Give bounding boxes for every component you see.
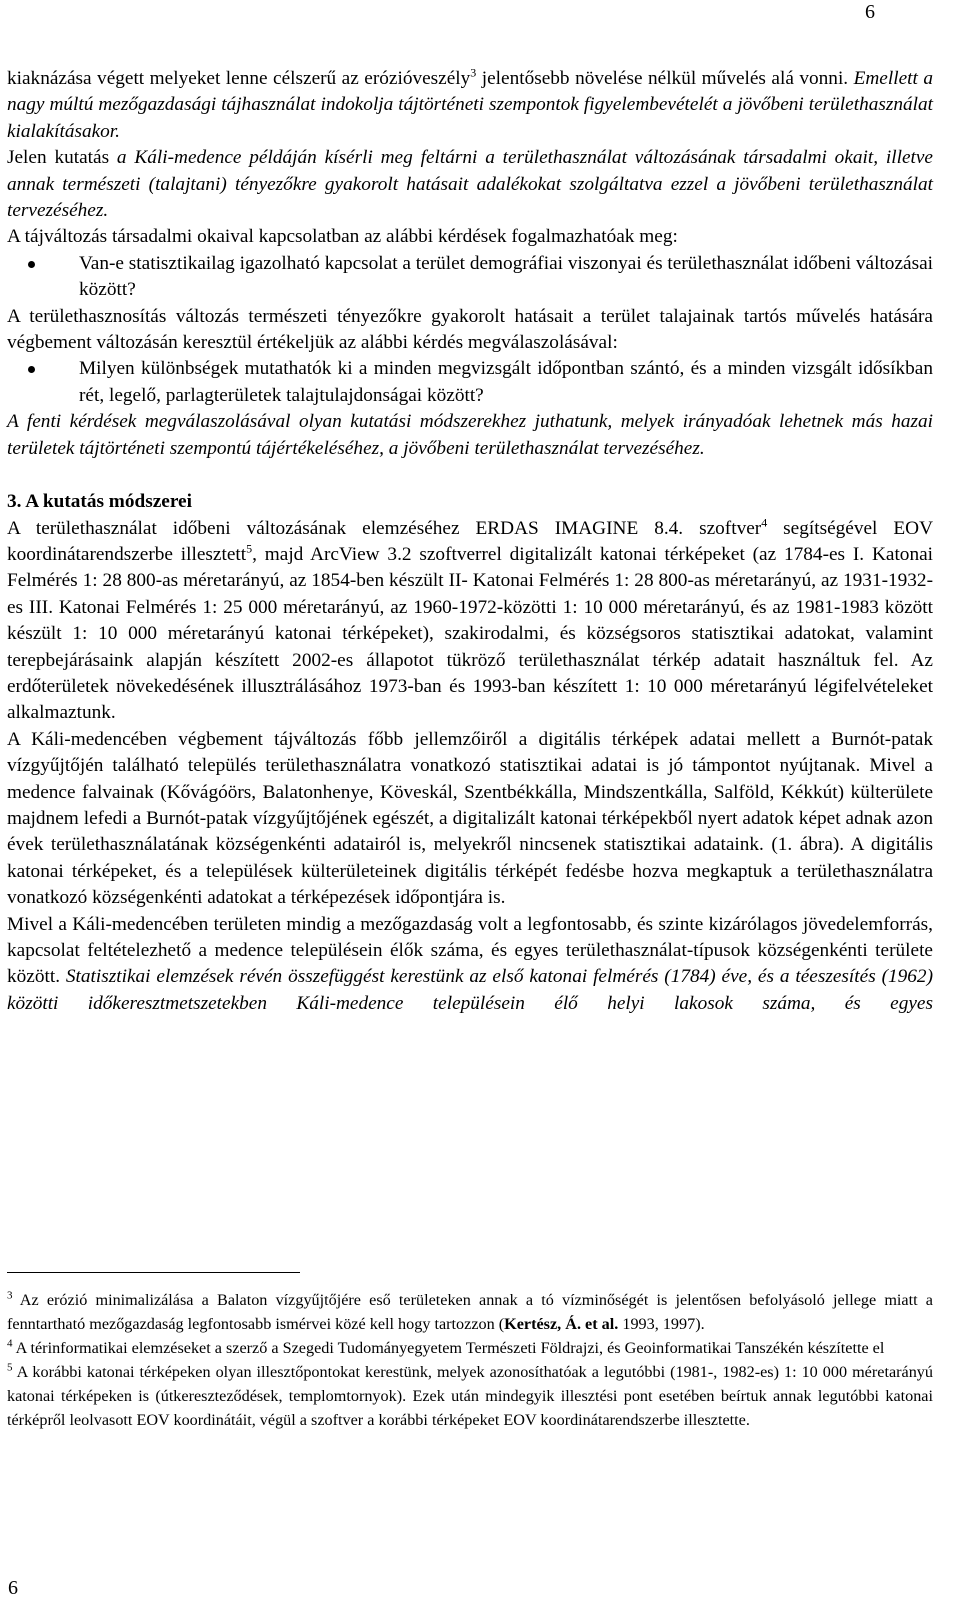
footnote-ref-5[interactable]: 5 <box>246 541 253 556</box>
paragraph-4: A területhasznosítás változás természeti tényezőkre gyakorolt hatásait a terület talajainak tartós művelés hatására végbement változásán keresztül értékeljük az alábbi kérdés megválaszolásával: <box>7 305 933 354</box>
page-number-top: 6 <box>865 1 875 23</box>
footnote-3: $^3$ Az erózió minimalizálása a Balaton vízgyűjtőjére eső területeken annak a tó vízminőségét is jelentősen befolyásoló jellege miatt a fenntartható mezőgazdaság legfontosabb ismérvei közé kell hogy tartozzon (Kertész, Á. et al. 1993, 1997). <box>7 1289 933 1333</box>
paragraph-5: A fenti kérdések megválaszolásával olyan kutatási módszerekhez juthatunk, melyek irányadóak lehetnek más hazai területek tájtörténeti szempontú tájértékeléséhez, a jövőbeni területhasználat tervezéséhez. <box>7 411 933 459</box>
bullet-list-1 <box>7 251 933 304</box>
footnote-5: $^5$ A korábbi katonai térképeken olyan illesztőpontokat kerestünk, melyek azonosíthatóak a legutóbbi (1981-, 1982-es) 1: 10 000 méretarányú katonai térképeken is (útkereszteződések, templomtornyok). Ezek után mindegyik illesztési pont esetében beírtuk annak legutóbbi katonai térképről leolvasott EOV koordinátáit, végül a szoftver a korábbi térképeket EOV koordinátarendszerbe illesztette. <box>7 1361 933 1429</box>
page-number-bottom: 6 <box>8 1577 18 1599</box>
paragraph-8: Mivel a Káli-medencében területen mindig a mezőgazdaság volt a legfontosabb, és szinte kizárólagos jövedelemforrás, kapcsolat feltételezhető a medence településein élők száma, és egyes területhasználat-típusok községenkénti területe között. Statisztikai elemzések révén összefüggést kerestünk az első katonai felmérés (1784) éve, és a téeszesítés (1962) közötti időkeresztmetszetekben Káli-medence településein élő helyi lakosok száma, és egyes <box>7 913 933 1014</box>
bullet-item-2: Milyen különbségek mutathatók ki a minden megvizsgált időpontban szántó, és a minden vizsgált idősíkban rét, legelő, parlagterületek talajtulajdonságai között? <box>7 356 933 409</box>
body-text <box>7 66 933 1017</box>
paragraph-6: A területhasználat időbeni változásának elemzéséhez ERDAS IMAGINE 8.4. szoftver$^4$ segítségével EOV koordinátarendszerbe illesztett$^5$, majd ArcView 3.2 szoftverrel digitalizált katonai térképeket (az 1784-es I. Katonai Felmérés 1: 28 800-as méretarányú, az 1854-ben készült II- Katonai Felmérés 1: 28 800-as méretarányú, az 1931-1932-es III. Katonai Felmérés 1: 25 000 méretarányú, az 1960-1972-közötti 1: 10 000 méretarányú, és az 1981-1983 között készült 1: 10 000 méretarányú katonai térképeket), szakirodalmi, és községsoros statisztikai adatokat, valamint terepbejárásaink alapján készített 2002-es állapotot tükröző területhasználat térkép adatait használtuk fel. Az erdőterületek növekedésének illusztrálásához 1973-ban és 1993-ban készített 1: 10 000 méretarányú légifelvételeket alkalmaztunk. <box>7 515 934 724</box>
bullet-list-2 <box>7 356 933 409</box>
section-heading: 3. A kutatás módszerei <box>7 491 192 513</box>
paragraph-1: kiaknázása végett melyeket lenne célszerű az erózióveszély$^3$ jelentősebb növelése nélkül művelés alá vonni. Emellett a nagy múltú mezőgazdasági tájhasználat indokolja tájtörténeti szempontok figyelembevételét a jövőbeni területhasználat kialakításakor. <box>7 65 933 142</box>
footnote-4: $^4$ A térinformatikai elemzéseket a szerző a Szegedi Tudományegyetem Természeti Földrajzi, és Geoinformatikai Tanszékén készítette el <box>7 1337 885 1357</box>
footnote-divider <box>7 1272 300 1273</box>
paragraph-7: A Káli-medencében végbement tájváltozás főbb jellemzőiről a digitális térképek adatai mellett a Burnót-patak vízgyűjtőjén található település területhasználatra vonatkozó statisztikai adatai is jó támpontot nyújtanak. Mivel a medence falvainak (Kővágóörs, Balatonhenye, Köveskál, Szentbékkálla, Mindszentkálla, Salföld, Kékkút) külterülete majdnem lefedi a Burnót-patak vízgyűjtőjének egészét, a digitalizált katonai térképekből nyert adatok képet adnak azon évek területhasználatának községenkénti adatairól is, melyekről nincsenek statisztikai adataink. (1. ábra). A digitális katonai térképeket, és a települések külterületeinek digitális térképét fedésbe hozva megkaptuk a területhasználatra vonatkozó községenkénti adatokat a térképezések időpontjára is. <box>7 728 933 909</box>
footnote-ref-4[interactable]: 4 <box>761 515 768 530</box>
footnote-ref-3[interactable]: 3 <box>470 65 477 80</box>
bullet-item-1: Van-e statisztikailag igazolható kapcsolat a terület demográfiai viszonyai és területhasználat időbeni változásai között? <box>7 251 933 304</box>
paragraph-3: A tájváltozás társadalmi okaival kapcsolatban az alábbi kérdések fogalmazhatóak meg: <box>7 226 678 248</box>
footnotes <box>7 1288 933 1432</box>
paragraph-2: Jelen kutatás a Káli-medence példáján kísérli meg feltárni a területhasználat változásának társadalmi okait, illetve annak természeti (talajtani) tényezőkre gyakorolt hatásait adalékokat szolgáltatva ezzel a jövőbeni területhasználat tervezéséhez. <box>7 147 933 222</box>
